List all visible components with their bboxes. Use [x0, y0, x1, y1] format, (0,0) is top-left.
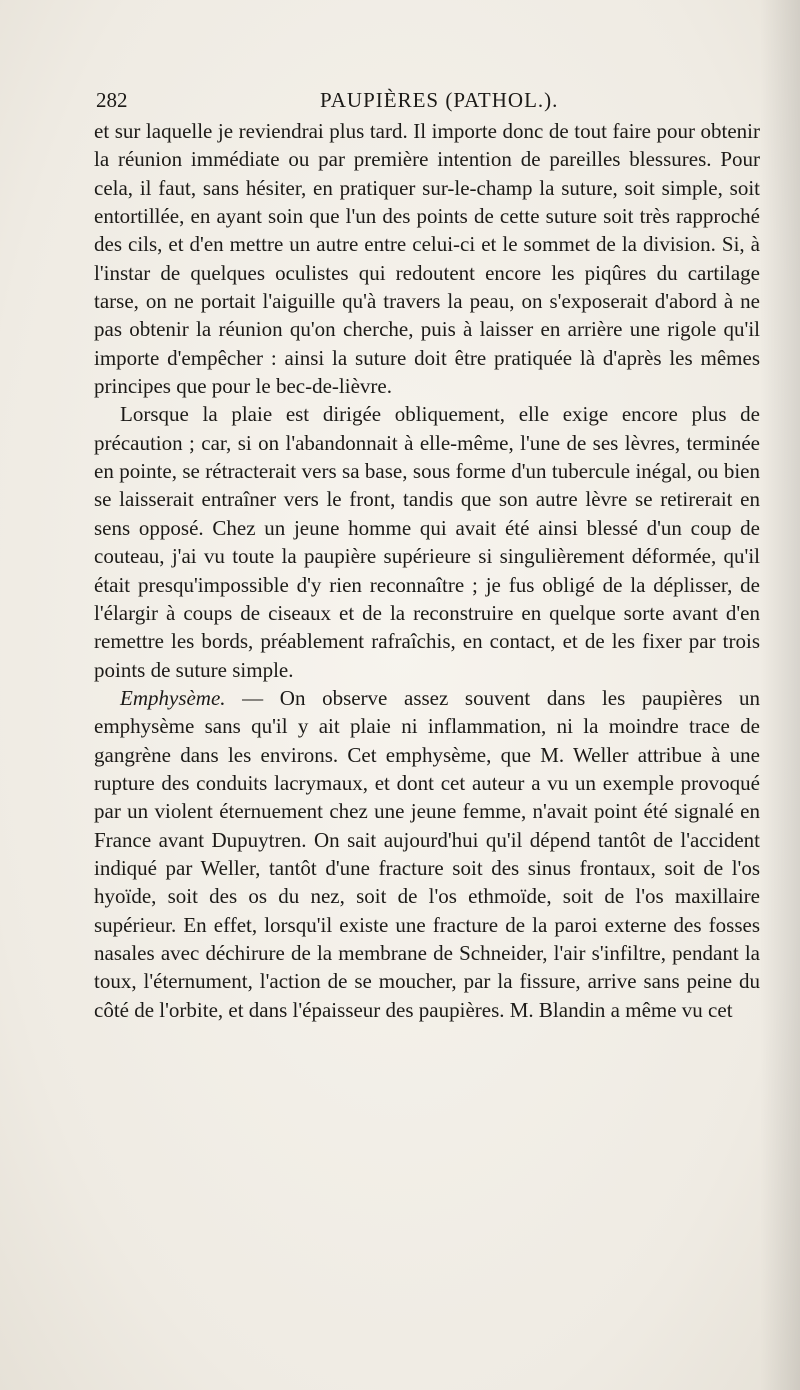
page-edge-shadow: [760, 0, 800, 1390]
paragraph-emphysema: [94, 684, 760, 1024]
running-title: PAUPIÈRES (PATHOL.).: [320, 88, 559, 112]
section-lead-emphyseme: Emphysème.: [120, 685, 226, 710]
paragraph-sutures: et sur laquelle je reviendrai plus tard. Il importe donc de tout faire pour obtenir la réunion immédiate ou par première intention de pareilles blessures. Pour cela, il faut, sans hésiter, en pratiquer sur-le-champ la suture, soit simple, soit entortillée, en ayant soin que l'un des points de cette suture soit très rapproché des cils, et d'en mettre un autre entre celui-ci et le sommet de la division. Si, à l'instar de quelques oculistes qui redoutent encore les piqûres du cartilage tarse, on ne portait l'aiguille qu'à travers la peau, on s'exposerait d'abord à ne pas obtenir la réunion qu'on cherche, puis à laisser en arrière une rigole qu'il importe d'empêcher : ainsi la suture doit être pratiquée là d'après les mêmes principes que pour le bec-de-lièvre.: [94, 119, 760, 399]
running-header: [96, 86, 760, 114]
paragraph-oblique-wound: Lorsque la plaie est dirigée obliquement, elle exige encore plus de précaution ; car, si on l'abandonnait à elle-même, l'une de ses lèvres, terminée en pointe, se rétracterait vers sa base, sous forme d'un tubercule inégal, ou bien se laisserait entraîner vers le front, tandis que son autre lèvre se retirerait en sens opposé. Chez un jeune homme qui avait été ainsi blessé d'un coup de couteau, j'ai vu toute la paupière supérieure si singulièrement déformée, qu'il était presqu'impossible d'y rien reconnaître ; je fus obligé de la déplisser, de l'élargir à coups de ciseaux et de la reconstruire en quelque sorte avant d'en remettre les bords, préablement rafraîchis, en contact, et de les fixer par trois points de suture simple.: [94, 402, 760, 682]
body-text: [94, 117, 760, 1024]
page-number: 282: [96, 88, 128, 112]
paragraph-emphysema-text: — On observe assez souvent dans les paupières un emphysème sans qu'il y ait plaie ni inflammation, ni la moindre trace de gangrène dans les environs. Cet emphysème, que M. Weller attribue à une rupture des conduits lacrymaux, et dont cet auteur a vu un exemple provoqué par un violent éternuement chez une jeune femme, n'avait point été signalé en France avant Dupuytren. On sait aujourd'hui qu'il dépend tantôt de l'accident indiqué par Weller, tantôt d'une fracture soit des sinus frontaux, soit de l'os hyoïde, soit des os du nez, soit de l'os ethmoïde, soit de l'os maxillaire supérieur. En effet, lorsqu'il existe une fracture de la paroi externe des fosses nasales avec déchirure de la membrane de Schneider, l'air s'infiltre, pendant la toux, l'éternument, l'action de se moucher, par la fissure, arrive sans peine du côté de l'orbite, et dans l'épaisseur des paupières. M. Blandin a même vu cet: [94, 685, 760, 1022]
